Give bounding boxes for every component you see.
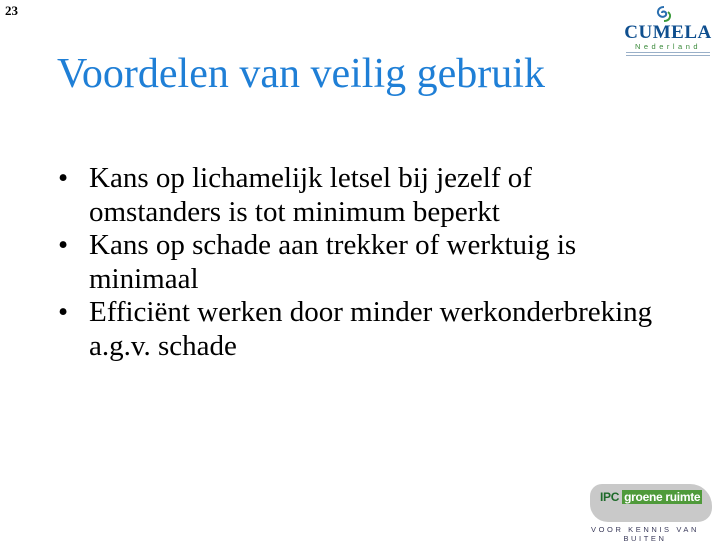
bullet-symbol: • — [58, 229, 69, 261]
bullet-item — [58, 162, 658, 229]
slide-title: Voordelen van veilig gebruik — [57, 51, 545, 97]
cumela-swirl-icon — [653, 6, 675, 22]
ipc-brand: groene ruimte — [624, 490, 701, 504]
ipc-label: IPC — [600, 490, 620, 504]
bullet-list — [58, 162, 658, 363]
bullet-symbol: • — [58, 296, 69, 328]
ipc-tagline: VOOR KENNIS VAN BUITEN — [590, 525, 700, 543]
cumela-logo — [620, 6, 716, 58]
cumela-wordmark: CUMELA — [624, 22, 712, 43]
cumela-subtitle: Nederland — [634, 42, 702, 51]
ipc-groene-ruimte-logo — [570, 484, 720, 543]
bullet-text: Kans op lichamelijk letsel bij jezelf of omstanders is tot minimum beperkt — [89, 162, 532, 228]
bullet-item — [58, 296, 658, 363]
ipc-wordmark — [600, 490, 702, 504]
bullet-item — [58, 229, 658, 296]
bullet-text: Kans op schade aan trekker of werktuig is minimaal — [89, 229, 577, 295]
slide-number: 23 — [5, 3, 18, 18]
bullet-symbol: • — [58, 162, 69, 194]
bullet-text: Efficiënt werken door minder werkonderbreking a.g.v. schade — [89, 296, 653, 362]
cumela-fine-print — [626, 52, 710, 58]
